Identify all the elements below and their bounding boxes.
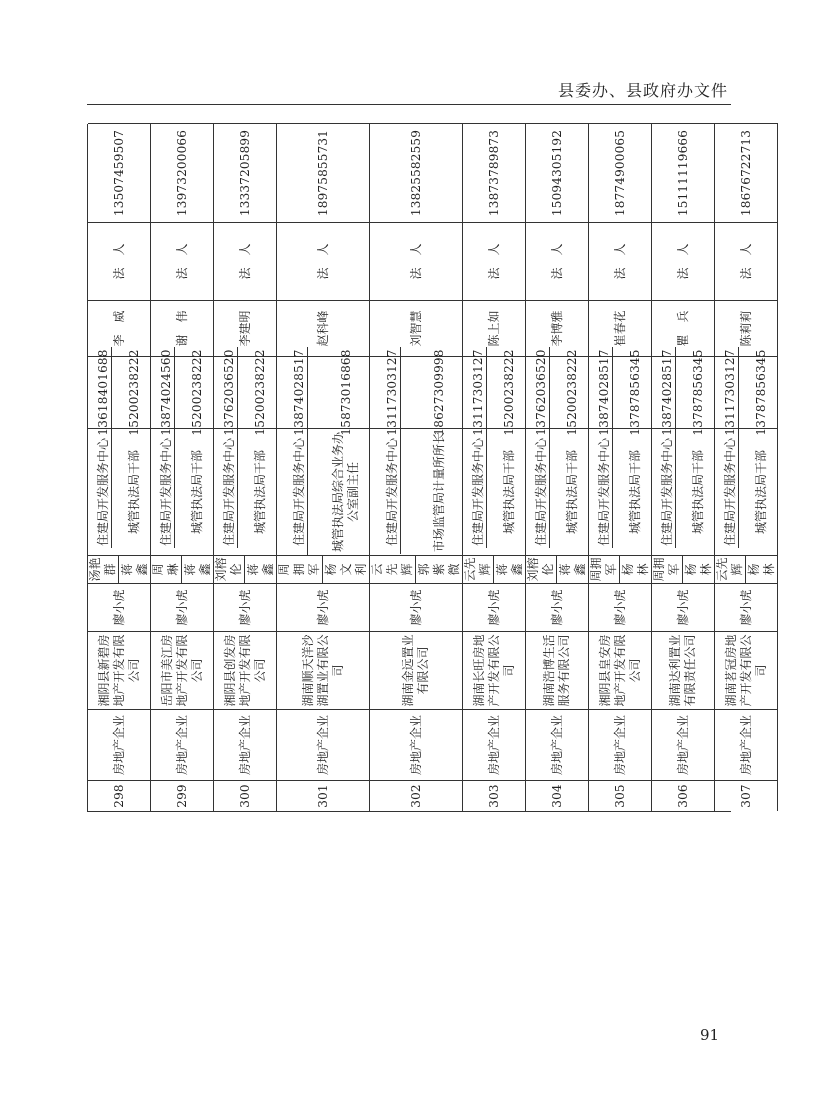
company-name-cell: 湖南长旺房地产开发有限公司 (463, 631, 526, 709)
owner-cell: 李 威 (88, 300, 151, 356)
staff-phone-cell-entry: 13874028517 (659, 349, 674, 436)
staff-cell (463, 551, 526, 583)
row-number: 299 (151, 780, 214, 811)
owner-cell: 谢 伟 (151, 300, 214, 356)
staff-cell-entry: 周拥军 (652, 557, 681, 582)
owner-phone-cell: 15111119666 (652, 123, 715, 222)
staff-phone-cell-entry: 18627309998 (431, 349, 446, 436)
leader-cell: 廖小虎 (370, 583, 463, 631)
unit-cell (214, 428, 277, 555)
staff-cell-entry: 杨 林 (620, 551, 650, 576)
industry-cell: 房地产企业 (715, 709, 778, 780)
role-cell: 法 人 (214, 222, 277, 300)
staff-phone-cell-entry: 15200238222 (502, 349, 516, 436)
staff-cell-entry: 云先辉 (715, 557, 744, 582)
unit-cell-entry: 住建局开发服务中心 (95, 438, 110, 547)
page-number: 91 (700, 1026, 720, 1044)
staff-cell-entry: 刘榕伦 (526, 557, 555, 582)
unit-cell-entry: 住建局开发服务中心 (470, 438, 485, 547)
unit-cell (526, 428, 589, 555)
owner-phone-cell: 13973200066 (151, 123, 214, 222)
unit-cell-entry: 城管执法局干部 (190, 450, 204, 535)
staff-phone-cell-entry: 13787856345 (691, 349, 705, 436)
staff-cell-entry: 蒋 鑫 (557, 551, 587, 576)
owner-cell: 李博雅 (526, 300, 589, 356)
staff-phone-cell-entry: 15873016868 (338, 349, 353, 436)
document-header-title: 县委办、县政府办文件 (557, 81, 728, 100)
industry-cell: 房地产企业 (652, 709, 715, 780)
staff-phone-cell-entry: 13117303127 (385, 349, 399, 436)
company-name-cell: 湖南达利置业有限责任公司 (652, 631, 715, 709)
company-name-cell: 湖南顺天洋沙湖置业有限公司 (277, 631, 370, 709)
role-cell: 法 人 (652, 222, 715, 300)
leader-cell: 廖小虎 (715, 583, 778, 631)
staff-cell-entry: 云先辉 (370, 556, 416, 583)
row-number: 305 (589, 780, 652, 811)
unit-cell-entry: 住建局开发服务中心 (292, 429, 308, 555)
unit-cell-entry: 住建局开发服务中心 (596, 438, 611, 547)
unit-cell-entry: 住建局开发服务中心 (722, 438, 737, 547)
row-number: 306 (652, 780, 715, 811)
leader-cell: 廖小虎 (463, 583, 526, 631)
staff-phone-cell (88, 349, 151, 436)
leader-cell: 廖小虎 (151, 583, 214, 631)
role-cell: 法 人 (151, 222, 214, 300)
owner-cell: 瞿 兵 (652, 300, 715, 356)
company-name-cell: 湘阴县创发房地产开发有限公司 (214, 631, 277, 709)
row-number: 301 (277, 780, 370, 811)
staff-phone-cell (463, 349, 526, 436)
unit-cell-entry: 城管执法局干部 (127, 450, 141, 535)
staff-cell-entry: 云先辉 (463, 557, 492, 582)
staff-phone-cell-entry: 13787856345 (628, 349, 642, 436)
industry-cell: 房地产企业 (88, 709, 151, 780)
staff-cell-entry: 蒋 鑫 (119, 551, 149, 576)
staff-phone-cell (277, 349, 370, 436)
unit-cell (652, 428, 715, 555)
staff-cell (715, 551, 778, 583)
company-name-cell: 岳阳市美江房地产开发有限公司 (151, 631, 214, 709)
industry-cell: 房地产企业 (526, 709, 589, 780)
row-number: 303 (463, 780, 526, 811)
owner-cell: 崔春花 (589, 300, 652, 356)
staff-cell-entry: 蒋 鑫 (182, 551, 212, 576)
staff-cell-entry: 蒋 鑫 (494, 551, 524, 576)
unit-cell-entry: 城管执法局干部 (691, 450, 705, 535)
industry-cell: 房地产企业 (277, 709, 370, 780)
role-cell: 法 人 (715, 222, 778, 300)
staff-phone-cell (370, 349, 463, 436)
staff-phone-cell (151, 349, 214, 436)
staff-phone-cell-entry: 13117303127 (470, 349, 485, 436)
staff-phone-cell-entry: 13874028517 (596, 349, 611, 436)
owner-phone-cell: 13825582559 (370, 123, 463, 222)
enterprise-contact-table (87, 124, 776, 812)
owner-phone-cell: 13873789873 (463, 123, 526, 222)
owner-cell: 刘智慧 (370, 300, 463, 356)
unit-cell (370, 428, 463, 555)
leader-cell: 廖小虎 (589, 583, 652, 631)
staff-cell-entry: 周拥军 (589, 557, 618, 582)
unit-cell (88, 428, 151, 555)
staff-cell (526, 551, 589, 583)
staff-phone-cell-entry: 13762036520 (221, 349, 236, 436)
staff-phone-cell-entry: 15200238222 (253, 349, 267, 436)
staff-cell-entry: 周拥军 (277, 556, 323, 583)
unit-cell-entry: 城管执法局干部 (502, 450, 516, 535)
unit-cell-entry: 住建局开发服务中心 (385, 430, 401, 554)
staff-phone-cell-entry: 15200238222 (127, 349, 141, 436)
unit-cell (589, 428, 652, 555)
staff-cell (589, 551, 652, 583)
owner-cell: 李建明 (214, 300, 277, 356)
role-cell: 法 人 (88, 222, 151, 300)
staff-cell (151, 551, 214, 583)
staff-phone-cell (589, 349, 652, 436)
owner-phone-cell: 13337205899 (214, 123, 277, 222)
unit-cell-entry: 住建局开发服务中心 (533, 438, 548, 547)
staff-cell-entry: 周 琳 (151, 555, 182, 583)
staff-phone-cell-entry: 15200238222 (565, 349, 579, 436)
staff-cell-entry: 郭紫微 (416, 563, 461, 576)
company-name-cell: 湘阴县皇安房地产开发有限公司 (589, 631, 652, 709)
leader-cell: 廖小虎 (526, 583, 589, 631)
owner-phone-cell: 13507459507 (88, 123, 151, 222)
staff-cell (370, 555, 463, 583)
staff-phone-cell-entry: 15200238222 (190, 349, 204, 436)
unit-cell-entry: 住建局开发服务中心 (221, 438, 236, 547)
owner-phone-cell: 18774900065 (589, 123, 652, 222)
unit-cell (715, 428, 778, 555)
unit-cell (463, 428, 526, 555)
unit-cell-entry: 城管执法局综合业务办公室副主任 (331, 432, 360, 553)
leader-cell: 廖小虎 (652, 583, 715, 631)
role-cell: 法 人 (526, 222, 589, 300)
staff-phone-cell-entry: 13117303127 (722, 349, 737, 436)
staff-cell (277, 555, 370, 583)
owner-cell: 赵科峰 (277, 300, 370, 356)
leader-cell: 廖小虎 (277, 583, 370, 631)
staff-cell-entry: 杨 林 (683, 551, 713, 576)
company-name-cell: 湖南浩博生活服务有限公司 (526, 631, 589, 709)
staff-cell-entry: 杨 林 (746, 551, 776, 576)
staff-phone-cell-entry: 13762036520 (533, 349, 548, 436)
industry-cell: 房地产企业 (214, 709, 277, 780)
leader-cell: 廖小虎 (214, 583, 277, 631)
staff-cell (652, 551, 715, 583)
unit-cell (277, 428, 370, 555)
staff-cell-entry: 刘榕伦 (214, 557, 243, 582)
industry-cell: 房地产企业 (151, 709, 214, 780)
role-cell: 法 人 (277, 222, 370, 300)
owner-phone-cell: 15094305192 (526, 123, 589, 222)
company-name-cell: 湘阴县新碧房地产开发有限公司 (88, 631, 151, 709)
owner-phone-cell: 18975855731 (277, 123, 370, 222)
unit-cell-entry: 城管执法局干部 (628, 450, 642, 535)
staff-cell-entry: 汤艳群 (88, 557, 117, 582)
staff-phone-cell-entry: 13618401688 (95, 349, 110, 436)
unit-cell-entry: 市场监管局计量所所长 (431, 432, 446, 553)
staff-phone-cell (652, 349, 715, 436)
staff-cell (214, 551, 277, 583)
row-number: 307 (715, 780, 778, 811)
industry-cell: 房地产企业 (589, 709, 652, 780)
owner-cell: 陈莉莉 (715, 300, 778, 356)
staff-phone-cell-entry: 13874028517 (292, 349, 306, 436)
role-cell: 法 人 (370, 222, 463, 300)
unit-cell (151, 428, 214, 555)
row-number: 304 (526, 780, 589, 811)
role-cell: 法 人 (463, 222, 526, 300)
staff-cell (88, 551, 151, 583)
company-name-cell: 湖南茗冠房地产开发有限公司 (715, 631, 778, 709)
row-number: 298 (88, 780, 151, 811)
unit-cell-entry: 城管执法局干部 (565, 450, 579, 535)
staff-phone-cell-entry: 13874024560 (158, 349, 173, 436)
row-number: 302 (370, 780, 463, 811)
industry-cell: 房地产企业 (370, 709, 463, 780)
role-cell: 法 人 (589, 222, 652, 300)
unit-cell-entry: 城管执法局干部 (253, 450, 267, 535)
owner-cell: 陈上如 (463, 300, 526, 356)
owner-phone-cell: 18676722713 (715, 123, 778, 222)
staff-phone-cell (526, 349, 589, 436)
industry-cell: 房地产企业 (463, 709, 526, 780)
leader-cell: 廖小虎 (88, 583, 151, 631)
staff-phone-cell (715, 349, 778, 436)
company-name-cell: 湖南金远置业有限公司 (370, 631, 463, 709)
staff-cell-entry: 蒋 鑫 (245, 551, 275, 576)
staff-phone-cell (214, 349, 277, 436)
header-divider (87, 104, 731, 105)
unit-cell-entry: 城管执法局干部 (754, 450, 768, 535)
table-container (87, 124, 776, 812)
staff-cell-entry: 杨文利 (323, 563, 368, 576)
row-number: 300 (214, 780, 277, 811)
unit-cell-entry: 住建局开发服务中心 (659, 438, 674, 547)
unit-cell-entry: 住建局开发服务中心 (158, 438, 173, 547)
staff-phone-cell-entry: 13787856345 (754, 349, 768, 436)
